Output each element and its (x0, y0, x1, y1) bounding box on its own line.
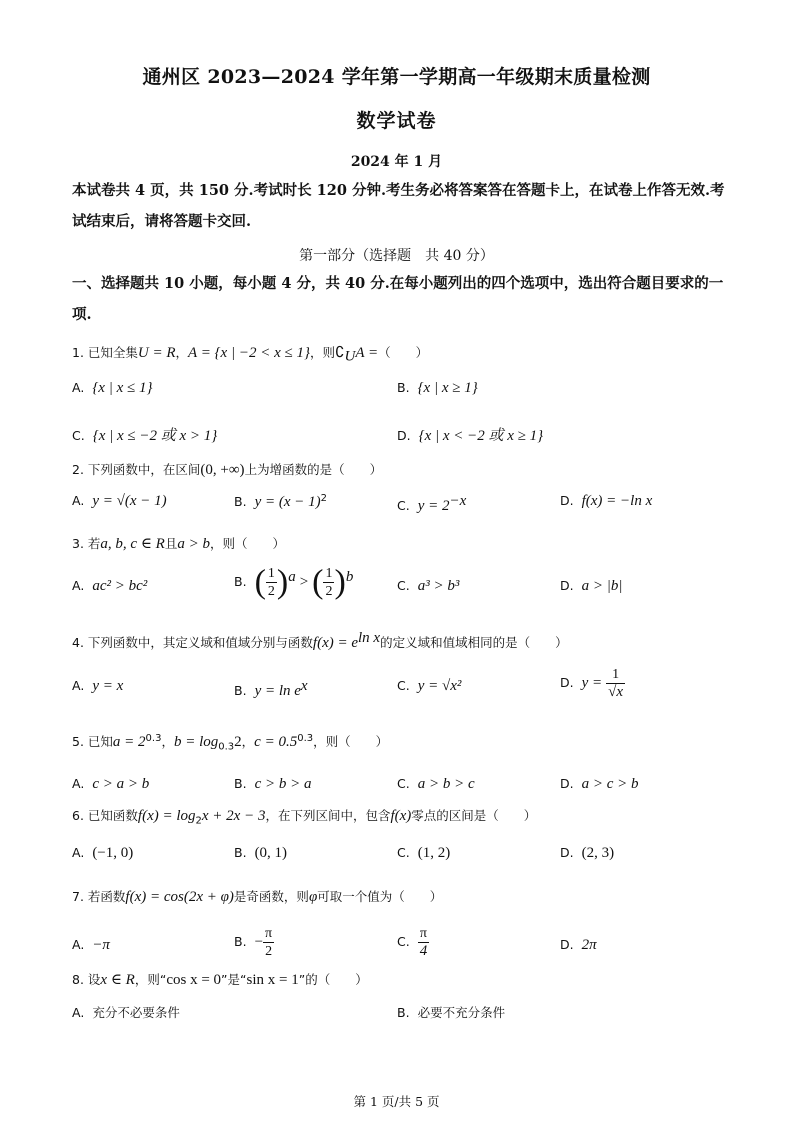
option-exponent: 2 (320, 493, 327, 504)
option-math: (−1, 0) (92, 845, 134, 861)
stem-text: 3. 若 (72, 536, 101, 551)
stem-text: ”是“ (221, 972, 247, 987)
option-label: C. (397, 578, 410, 593)
stem-math: (0, +∞) (200, 462, 245, 478)
stem-math: A = {x | −2 < x ≤ 1} (188, 345, 310, 361)
stem-exponent: 0.3 (145, 732, 162, 744)
fraction-denominator: √x (608, 684, 624, 700)
option-math: ac² > bc² (92, 578, 148, 594)
stem-text: ，在下列区间中，包含 (265, 808, 391, 823)
question-2-option-d[interactable] (560, 493, 652, 510)
option-math: f(x) = −ln x (581, 493, 653, 509)
stem-subscript: 2 (195, 815, 202, 827)
option-math: a > |b| (581, 578, 623, 594)
stem-math: a, b, c ∈ R (100, 536, 165, 552)
question-6-stem (72, 806, 536, 827)
stem-text: 4. 下列函数中，其定义域和值域分别与函数 (72, 635, 313, 651)
question-8-option-b[interactable] (397, 1003, 505, 1021)
option-math: −π (92, 937, 110, 953)
stem-math: φ (308, 889, 318, 905)
option-exponent: a (288, 568, 296, 585)
option-exponent: x (300, 678, 308, 694)
stem-text: 上为增函数的是（ ） (244, 462, 383, 477)
option-label: A. (72, 845, 85, 860)
option-math: a³ > b³ (417, 578, 460, 594)
option-label: D. (560, 493, 574, 508)
question-3-stem (72, 534, 285, 553)
question-7-option-a[interactable] (72, 937, 110, 954)
question-7-option-c[interactable] (397, 925, 429, 960)
stem-math: x ∈ R (100, 972, 135, 988)
exam-date: 2024 年 1 月 (350, 154, 443, 170)
question-5-option-a[interactable] (72, 776, 149, 793)
option-label: D. (397, 428, 411, 443)
question-8-stem (72, 970, 368, 989)
question-5-option-d[interactable] (560, 776, 639, 793)
option-label: A. (72, 493, 85, 508)
fraction-numerator: π (265, 926, 273, 941)
stem-text: 的定义域和值域相同的是（ ） (380, 635, 568, 651)
option-math: y = (x − 1) (254, 494, 321, 511)
option-math: y = 2 (417, 498, 450, 515)
question-4-stem (72, 630, 568, 652)
section-title: 第一部分（选择题 共 40 分） (299, 248, 494, 264)
option-math: (1, 2) (417, 845, 451, 861)
fraction (418, 925, 430, 960)
question-3-option-d[interactable] (560, 578, 622, 595)
option-label: C. (397, 678, 410, 693)
fraction-denominator: 4 (419, 943, 428, 959)
stem-math: f(x) = log (137, 808, 196, 824)
stem-text: ， (175, 345, 189, 360)
stem-exponent: 0.3 (297, 732, 314, 744)
option-math: (2, 3) (581, 845, 615, 861)
question-1-option-b[interactable] (397, 380, 478, 397)
stem-text: 零点的区间是（ ） (411, 808, 537, 823)
stem-text: 且 (164, 536, 178, 551)
question-4-option-d[interactable] (560, 666, 625, 701)
stem-math: U = R (137, 345, 176, 361)
fraction (606, 666, 625, 701)
question-5-option-b[interactable] (234, 776, 311, 793)
stem-math: f(x) = cos(2x + φ) (125, 889, 234, 905)
question-3-option-a[interactable] (72, 578, 147, 595)
stem-text: ，则 (309, 345, 335, 360)
option-math: 2π (581, 937, 597, 953)
stem-math: ∁ (335, 345, 345, 361)
option-math: (0, 1) (254, 845, 288, 861)
option-math: − (254, 934, 264, 950)
stem-text: ”的（ ） (298, 972, 368, 987)
question-8-option-a[interactable] (72, 1003, 180, 1021)
stem-subscript: 0.3 (218, 741, 235, 753)
option-label: A. (72, 937, 85, 952)
option-label: D. (560, 845, 574, 860)
fraction (263, 925, 274, 960)
question-1-stem (72, 343, 428, 366)
option-label: A. (72, 380, 85, 395)
question-2-option-b[interactable] (234, 493, 327, 511)
option-label: B. (234, 683, 247, 699)
option-label: C. (397, 498, 410, 514)
stem-math: x + 2x − 3 (201, 808, 266, 824)
fraction-denominator: 2 (263, 942, 274, 960)
question-6-option-a[interactable] (72, 845, 133, 862)
question-7-option-d[interactable] (560, 937, 597, 954)
option-math: a > b > c (417, 776, 475, 792)
stem-math: cos x = 0 (166, 972, 222, 988)
option-text: 必要不充分条件 (417, 1005, 506, 1020)
option-math: y = ln e (254, 683, 301, 700)
option-math: y = √(x − 1) (92, 493, 167, 509)
option-label: C. (397, 845, 410, 860)
option-label: A. (72, 578, 85, 593)
stem-text: ，则（ ） (313, 734, 389, 749)
question-4-option-b[interactable] (234, 678, 308, 700)
option-exponent: −x (449, 493, 467, 509)
question-2-option-a[interactable] (72, 493, 167, 510)
stem-text: 7. 若函数 (72, 889, 126, 904)
option-label: D. (560, 776, 574, 791)
question-6-option-d[interactable] (560, 845, 614, 862)
question-3-option-b[interactable] (234, 565, 353, 600)
stem-text: ， (161, 734, 174, 749)
option-math: y = √x² (417, 678, 462, 694)
stem-text: 8. 设 (72, 972, 101, 987)
exam-subtitle: 数学试卷 (356, 110, 437, 132)
option-label: D. (560, 578, 574, 593)
stem-text: 2. 下列函数中，在区间 (72, 462, 201, 477)
fraction-denominator: 2 (267, 584, 275, 599)
option-label: D. (560, 675, 574, 690)
page-footer: 第 1 页/共 5 页 (353, 1094, 440, 1109)
fraction-numerator: 1 (612, 667, 620, 682)
stem-math: f(x) (390, 808, 412, 824)
option-label: D. (560, 937, 574, 952)
question-7-option-b[interactable] (234, 925, 274, 960)
right-paren: ) (334, 563, 346, 601)
stem-text: ，则（ ） (209, 536, 285, 551)
option-math: {x | x ≤ 1} (92, 380, 153, 396)
option-label: C. (397, 934, 410, 949)
question-1-option-c[interactable] (72, 424, 217, 445)
question-5-option-c[interactable] (397, 776, 475, 793)
fraction-numerator: π (419, 926, 427, 941)
question-1-option-a[interactable] (72, 380, 152, 397)
stem-math: A = (355, 345, 379, 361)
fraction (323, 565, 334, 600)
question-6-option-b[interactable] (234, 845, 287, 862)
stem-text: 可取一个值为（ ） (317, 889, 443, 904)
option-label: B. (234, 574, 247, 589)
option-math: c > a > b (92, 776, 150, 792)
right-paren: ) (276, 563, 289, 601)
option-label: A. (72, 776, 85, 791)
option-math: c > b > a (254, 776, 312, 792)
stem-text: 6. 已知函数 (72, 808, 138, 823)
stem-text: 5. 已知 (72, 734, 113, 749)
option-label: B. (397, 1005, 410, 1020)
question-6-option-c[interactable] (397, 845, 450, 862)
stem-text: ， (241, 734, 255, 749)
option-label: A. (72, 678, 85, 693)
option-math: y = x (92, 678, 124, 694)
question-4-option-c[interactable] (397, 678, 461, 695)
stem-text: 1. 已知全集 (72, 345, 138, 360)
stem-math: b = log (173, 734, 219, 750)
stem-exponent: ln x (358, 630, 381, 646)
option-label: C. (72, 428, 85, 443)
stem-text: （ ） (378, 345, 429, 360)
fraction-denominator: 2 (325, 584, 333, 599)
option-label: B. (234, 494, 247, 510)
stem-math: c = 0.5 (254, 734, 298, 750)
stem-text: 是奇函数，则 (233, 889, 309, 904)
question-7-stem (72, 887, 442, 906)
option-math: y = (581, 675, 603, 691)
option-label: B. (234, 776, 247, 791)
option-exponent: b (345, 568, 354, 585)
stem-math: U (344, 348, 356, 365)
stem-text: ，则“ (134, 972, 167, 987)
option-math: a > c > b (581, 776, 639, 792)
question-3-option-c[interactable] (397, 578, 459, 595)
section-instructions: 一、选择题共 10 小题，每小题 4 分，共 40 分.在每小题列出的四个选项中，选出符合题目要求的一项. (72, 275, 724, 323)
left-paren: ( (254, 563, 266, 601)
stem-math: sin x = 1 (246, 972, 299, 988)
option-relation: > (299, 574, 309, 590)
option-label: B. (397, 380, 410, 395)
option-label: B. (234, 845, 247, 860)
fraction-numerator: 1 (267, 566, 275, 581)
question-4-option-a[interactable] (72, 678, 123, 695)
fraction-numerator: 1 (325, 566, 333, 581)
option-math: {x | x ≥ 1} (417, 380, 478, 396)
fraction (266, 565, 277, 600)
stem-math: a = 2 (112, 734, 146, 750)
option-label: B. (234, 934, 247, 949)
question-2-option-c[interactable] (397, 493, 466, 515)
option-label: A. (72, 1005, 85, 1020)
option-label: C. (397, 776, 410, 791)
option-text: 充分不必要条件 (92, 1005, 180, 1020)
left-paren: ( (312, 563, 324, 601)
question-1-option-d[interactable] (397, 424, 543, 445)
option-math: {x | x < −2 或 x ≥ 1} (418, 428, 544, 444)
stem-math: a > b (177, 536, 210, 552)
exam-title: 通州区 2023—2024 学年第一学期高一年级期末质量检测 (142, 66, 651, 88)
question-2-stem (72, 460, 382, 479)
question-5-stem (72, 732, 388, 753)
stem-math: f(x) = e (312, 635, 359, 652)
stem-math: 2 (234, 734, 242, 750)
exam-intro: 本试卷共 4 页，共 150 分.考试时长 120 分钟.考生务必将答案答在答题卡上，在试卷上作答无效.考试结束后，请将答题卡交回. (72, 182, 725, 230)
option-math: {x | x ≤ −2 或 x > 1} (92, 428, 218, 444)
